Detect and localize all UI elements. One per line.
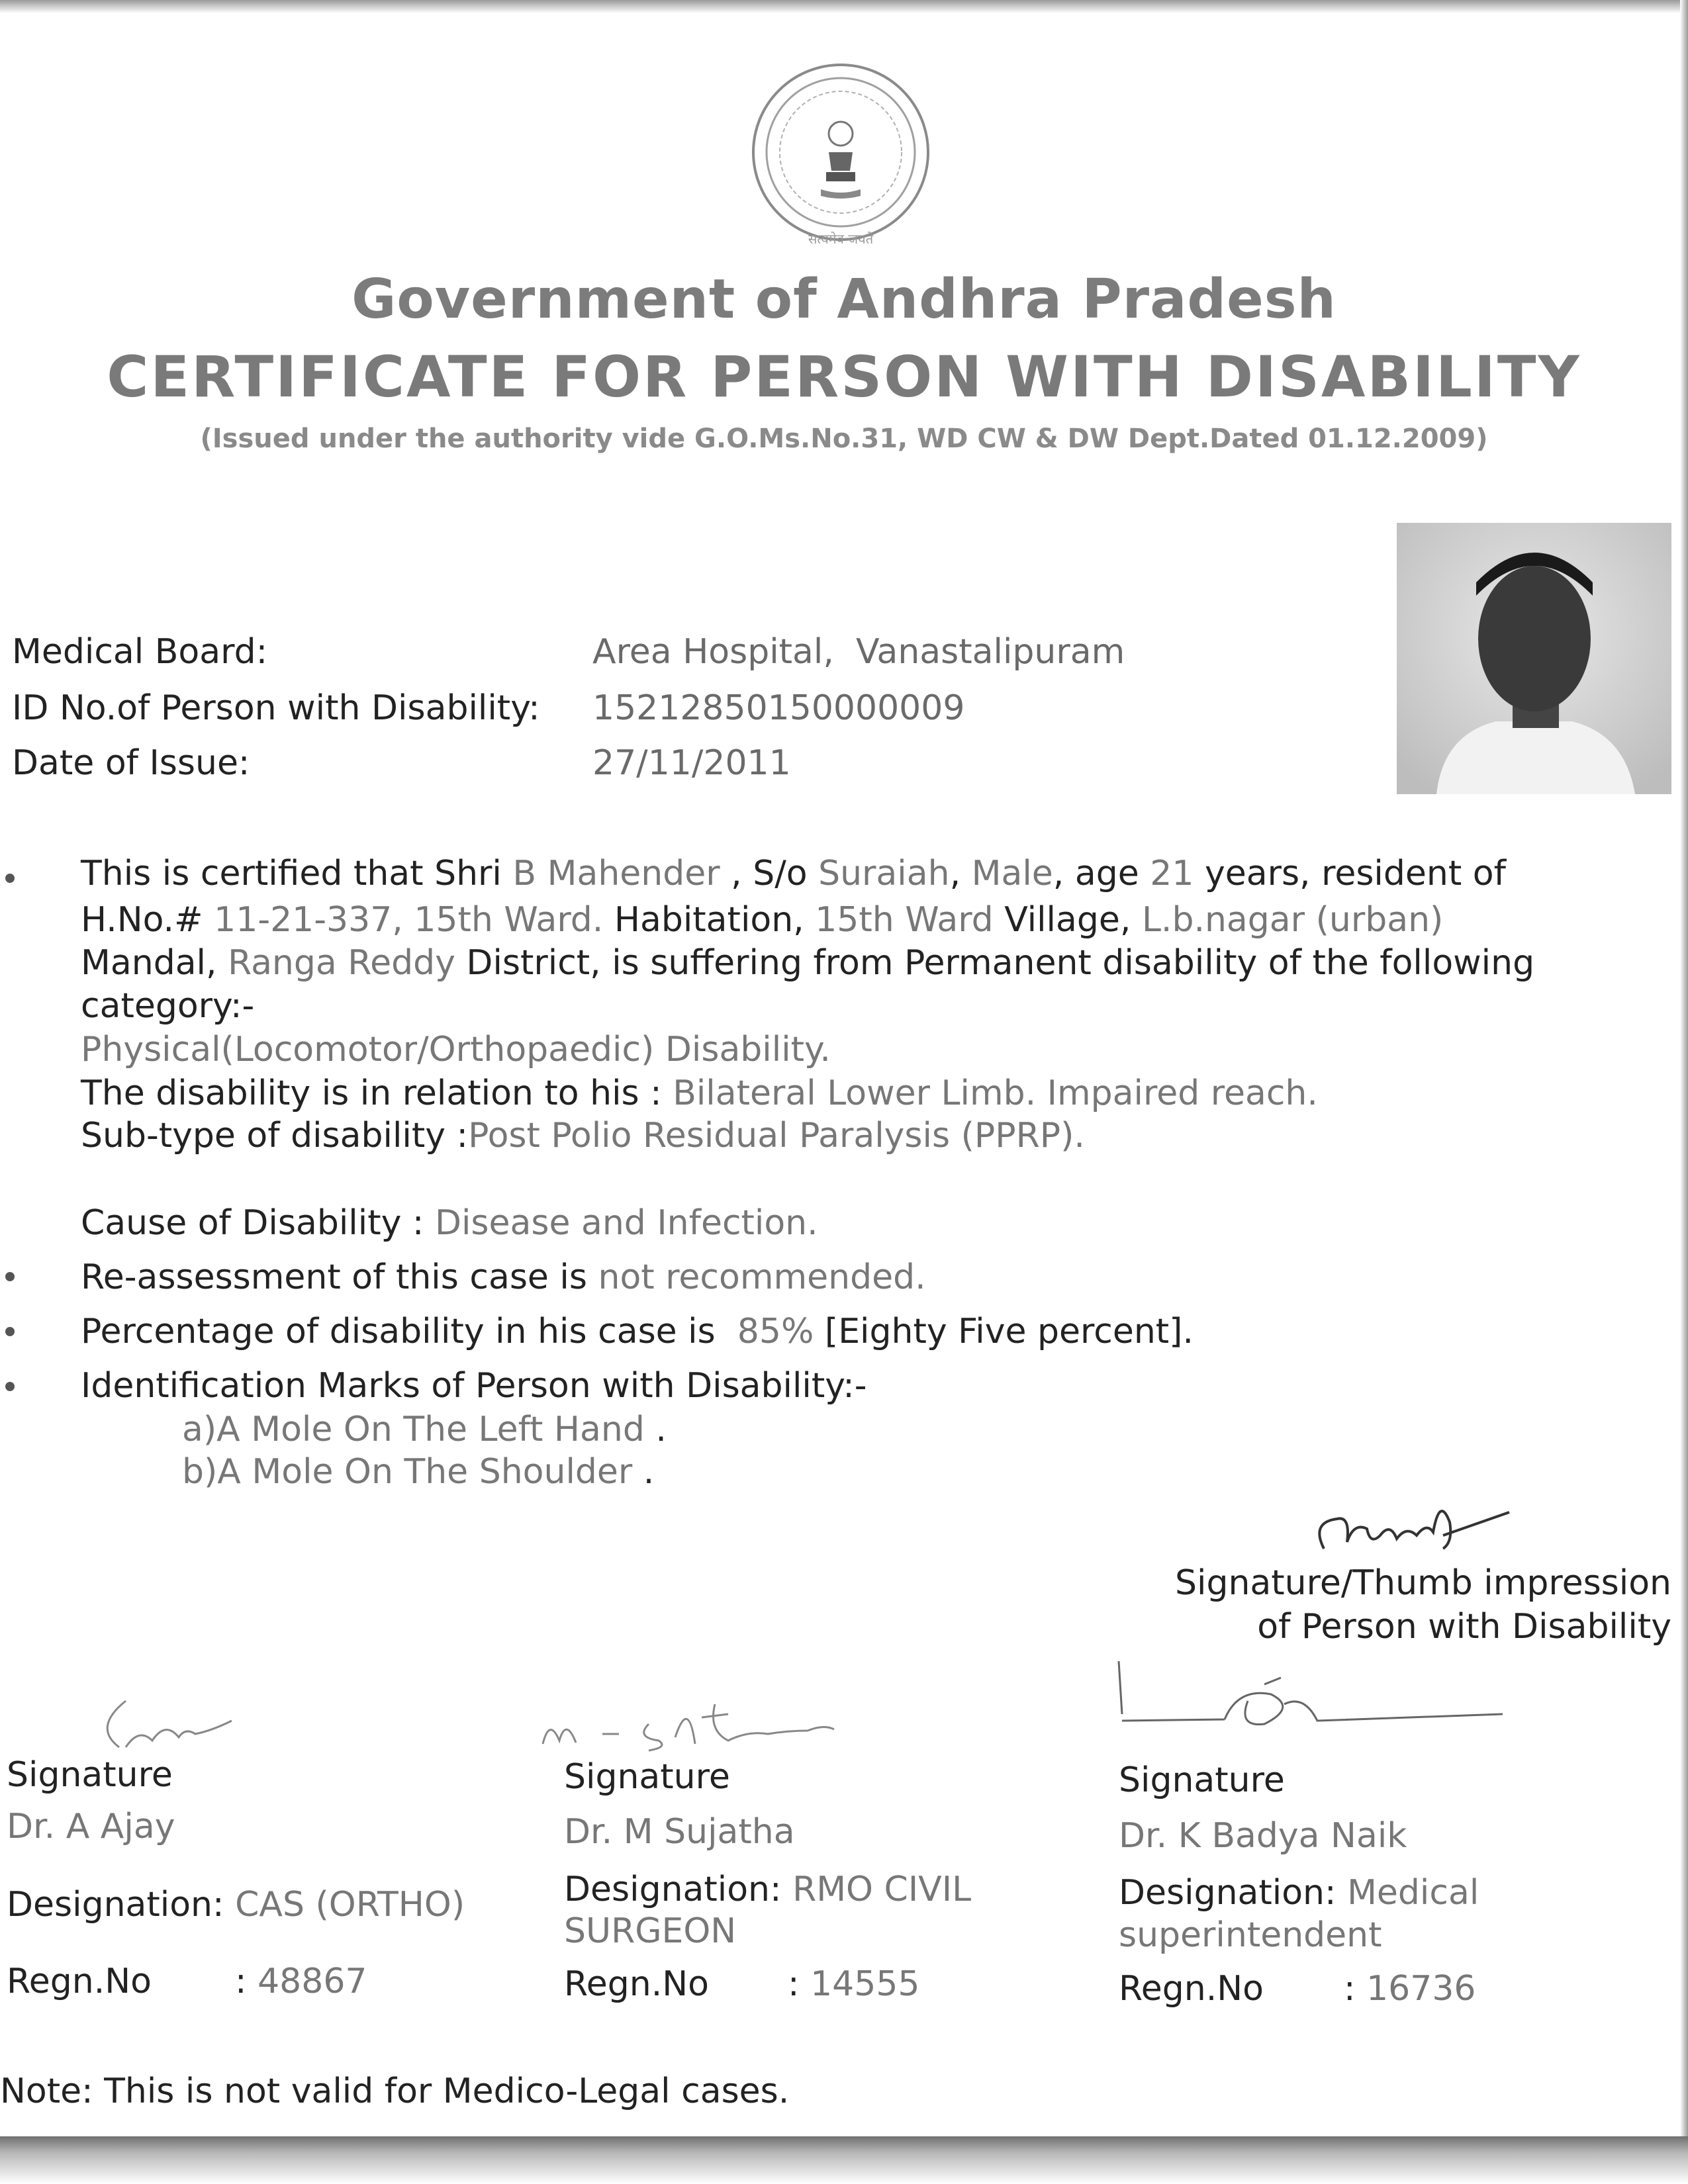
signatory-3-designation: Designation: Medical (1119, 1873, 1479, 1913)
certification-line-4: category:- (81, 986, 255, 1026)
signatory-2-signature-scribble (530, 1684, 874, 1764)
medical-board-label: Medical Board: (12, 632, 268, 672)
signatory-1-regn: : 48867 (235, 1962, 367, 2001)
signatory-1-signature-label: Signature (7, 1755, 173, 1795)
person-signature-label-line-2: of Person with Disability (1257, 1607, 1671, 1647)
reassessment-line: Re-assessment of this case is not recommended. (81, 1257, 926, 1297)
validity-note: Note: This is not valid for Medico-Legal cases. (0, 2071, 790, 2111)
signatory-3-signature-scribble (1105, 1648, 1516, 1760)
id-number-value: 15212850150000009 (592, 688, 965, 728)
signatory-2-signature-label: Signature (564, 1757, 730, 1797)
identification-mark-a: a)A Mole On The Left Hand . (182, 1410, 667, 1449)
certificate-title: CERTIFICATE FOR PERSON WITH DISABILITY (107, 344, 1581, 410)
state-emblem-icon (748, 60, 933, 251)
signatory-3-signature-label: Signature (1119, 1760, 1285, 1800)
date-of-issue-value: 27/11/2011 (592, 743, 791, 783)
signatory-2-name: Dr. M Sujatha (564, 1812, 795, 1852)
bullet-icon (5, 1327, 15, 1336)
certification-line-1: This is certified that Shri B Mahender , S/o Suraiah, Male, age 21 years, resident of (81, 854, 1506, 893)
scan-bottom-edge (0, 2136, 1688, 2184)
percentage-line: Percentage of disability in his case is 85% [Eighty Five percent]. (81, 1312, 1194, 1351)
bullet-icon (5, 1382, 15, 1391)
signatory-2-designation-line-2: SURGEON (564, 1911, 737, 1951)
cause-of-disability: Cause of Disability : Disease and Infection. (81, 1203, 818, 1243)
signatory-3-name: Dr. K Badya Naik (1119, 1816, 1407, 1856)
bullet-icon (5, 1272, 15, 1281)
scan-top-edge (0, 0, 1688, 13)
certification-line-3: Mandal, Ranga Reddy District, is suffering from Permanent disability of the following (81, 943, 1535, 983)
signatory-3-designation-line-2: superintendent (1119, 1915, 1382, 1955)
medical-board-value: Area Hospital, Vanastalipuram (592, 632, 1125, 672)
person-signature-scribble (1291, 1482, 1542, 1575)
signatory-1-regn-label: Regn.No (7, 1962, 152, 2001)
signatory-2-regn: : 14555 (788, 1964, 920, 2004)
person-signature-label-line-1: Signature/Thumb impression (1175, 1563, 1671, 1603)
signatory-3-regn-label: Regn.No (1119, 1969, 1264, 2009)
authority-subtitle: (Issued under the authority vide G.O.Ms.No.31, WD CW & DW Dept.Dated 01.12.2009) (200, 424, 1488, 454)
signatory-1-designation: Designation: CAS (ORTHO) (7, 1885, 465, 1925)
date-of-issue-label: Date of Issue: (12, 743, 250, 783)
signatory-1-name: Dr. A Ajay (7, 1807, 175, 1846)
disability-relation: The disability is in relation to his : Bilateral Lower Limb. Impaired reach. (81, 1073, 1318, 1113)
disability-subtype: Sub-type of disability :Post Polio Residual Paralysis (PPRP). (81, 1116, 1085, 1156)
disability-category: Physical(Locomotor/Orthopaedic) Disability. (81, 1030, 831, 1069)
id-number-label: ID No.of Person with Disability: (12, 688, 540, 728)
certification-line-2: H.No.# 11-21-337, 15th Ward. Habitation, 15th Ward Village, L.b.nagar (urban) (81, 900, 1444, 940)
bullet-icon (5, 874, 15, 883)
emblem-motto: सत्यमेव जयते (808, 231, 874, 247)
identification-marks-heading: Identification Marks of Person with Disability:- (81, 1366, 867, 1406)
signatory-3-regn: : 16736 (1344, 1969, 1476, 2009)
signatory-2-designation: Designation: RMO CIVIL (564, 1870, 972, 1909)
identification-mark-b: b)A Mole On The Shoulder . (182, 1452, 655, 1492)
person-photo (1397, 523, 1671, 794)
signatory-2-regn-label: Regn.No (564, 1964, 709, 2004)
government-title: Government of Andhra Pradesh (352, 268, 1336, 331)
